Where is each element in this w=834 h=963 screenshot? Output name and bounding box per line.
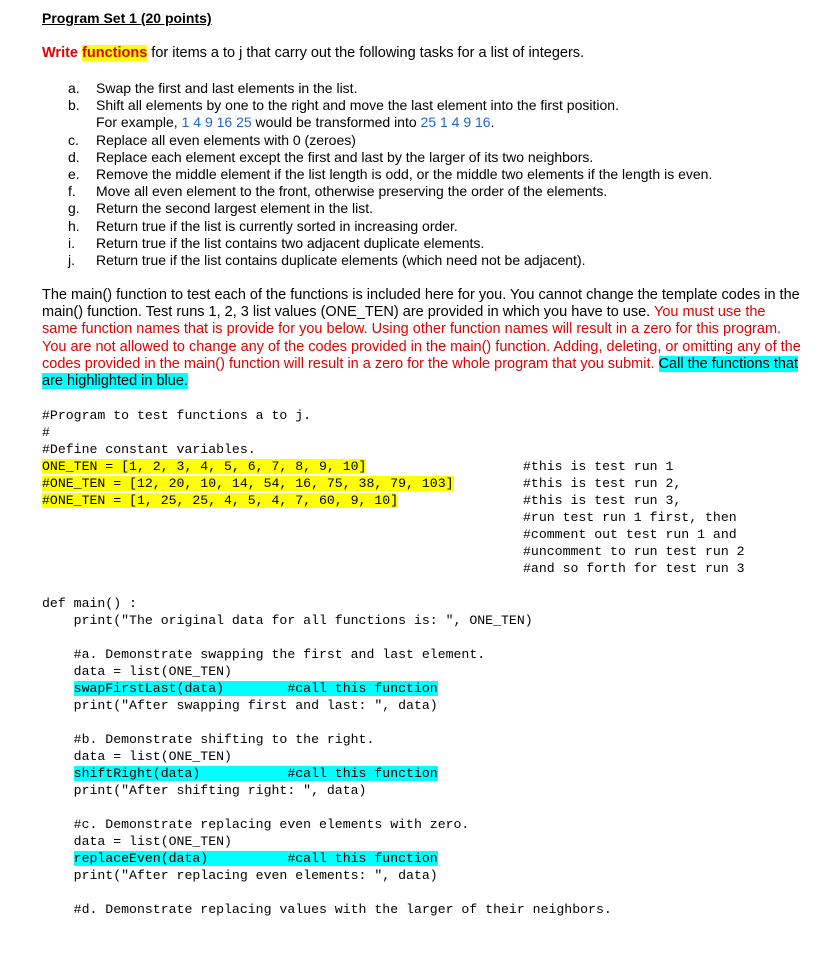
page-title: Program Set 1 (20 points) [42,10,212,26]
code-line: print("After swapping first and last: ", data) [42,698,438,713]
code-line: # [42,425,50,440]
code-line: #this is test run 1 [523,459,674,474]
code-main-function [42,595,612,918]
code-line: #and so forth for test run 3 [523,561,745,576]
call-shiftRight: shiftRight(data) #call this function [73,766,438,781]
intro-write: Write [42,45,78,61]
list-text: Return true if the list is currently sorted in increasing order. [96,217,458,234]
code-header [42,407,311,458]
list-text: Replace each element except the first and last by the larger of its two neighbors. [96,148,594,165]
code-line: #comment out test run 1 and [523,527,737,542]
instructions-call-note: Call the functions that are highlighted in blue. [42,355,799,390]
list-text: Return true if the list contains two adjacent duplicate elements. [96,234,485,251]
list-marker: a. [68,80,80,96]
list-text: Replace all even elements with 0 (zeroes) [96,131,356,148]
code-comment-a: #a. Demonstrate swapping the first and last element. [42,647,486,662]
code-line: #this is test run 3, [523,493,682,508]
code-def-line: def main() : [42,596,137,611]
code-line: #uncomment to run test run 2 [523,544,745,559]
code-comment-c: #c. Demonstrate replacing even elements with zero. [42,817,470,832]
code-line: print("After replacing even elements: ", data) [42,868,438,883]
constant-test-run-2: #ONE_TEN = [12, 20, 10, 14, 54, 16, 75, 38, 79, 103] [42,476,454,491]
code-line: #Program to test functions a to j. [42,408,312,423]
code-line: data = list(ONE_TEN) [42,749,232,764]
list-marker: b. [68,97,80,114]
list-text: Return the second largest element in the list. [96,200,374,217]
code-constants [42,458,454,509]
list-text [96,114,494,131]
code-line: data = list(ONE_TEN) [42,664,232,679]
constant-test-run-1: ONE_TEN = [1, 2, 3, 4, 5, 6, 7, 8, 9, 10] [42,459,367,474]
intro-line [42,45,584,61]
code-line: #Define constant variables. [42,442,256,457]
list-marker: i. [68,234,75,251]
example-output: 25 1 4 9 16 [420,114,491,131]
list-marker: e. [68,165,80,182]
list-text: Shift all elements by one to the right and move the last element into the first position. [96,97,619,114]
code-comment-d: #d. Demonstrate replacing values with the larger of their neighbors. [42,902,612,917]
instructions-warning: You must use the same function names that is provide for you below. Using other function names will result in a zero for this program. You are not allowed to change any of the codes provided in the main() function. Adding, deleting, or omitting any of the codes provided in the main() function will result in a zero for the whole program that you submit. [42,304,801,372]
code-comment-b: #b. Demonstrate shifting to the right. [42,732,375,747]
example-input: 1 4 9 16 25 [181,114,252,131]
call-replaceEven: replaceEven(data) #call this function [73,851,438,866]
intro-rest: for items a to j that carry out the following tasks for a list of integers. [147,45,585,61]
call-swapFirstLast: swapFirstLast(data) #call this function [73,681,438,696]
code-line: #run test run 1 first, then [523,510,737,525]
list-text: Return true if the list contains duplicate elements (which need not be adjacent). [96,251,586,268]
list-text: Swap the first and last elements in the list. [96,80,358,96]
code-line: data = list(ONE_TEN) [42,834,232,849]
list-marker: g. [68,200,80,217]
example-prefix: For example, [96,114,182,131]
example-mid: would be transformed into [251,114,421,131]
intro-functions-highlight: functions [82,45,148,61]
code-line: print("After shifting right: ", data) [42,783,367,798]
code-line: print("The original data for all functions is: ", ONE_TEN) [42,613,533,628]
code-line: #this is test run 2, [523,476,682,491]
list-marker: c. [68,131,79,148]
constant-test-run-3: #ONE_TEN = [1, 25, 25, 4, 5, 4, 7, 60, 9, 10] [42,493,399,508]
list-marker: f. [68,183,76,200]
code-run-comments [523,458,745,577]
list-text: Remove the middle element if the list length is odd, or the middle two elements if the length is even. [96,165,713,182]
list-marker: j. [68,251,75,268]
example-end: . [490,114,495,131]
instructions-paragraph [42,287,802,390]
list-text: Move all even element to the front, otherwise preserving the order of the elements. [96,183,608,200]
list-marker: d. [68,148,80,165]
list-marker: h. [68,217,80,234]
instructions-text: The main() function to test each of the functions is included here for you. You cannot change the template codes in the main() function. Test runs 1, 2, 3 list values (ONE_TEN) are provided in which you have to use. [42,287,800,321]
